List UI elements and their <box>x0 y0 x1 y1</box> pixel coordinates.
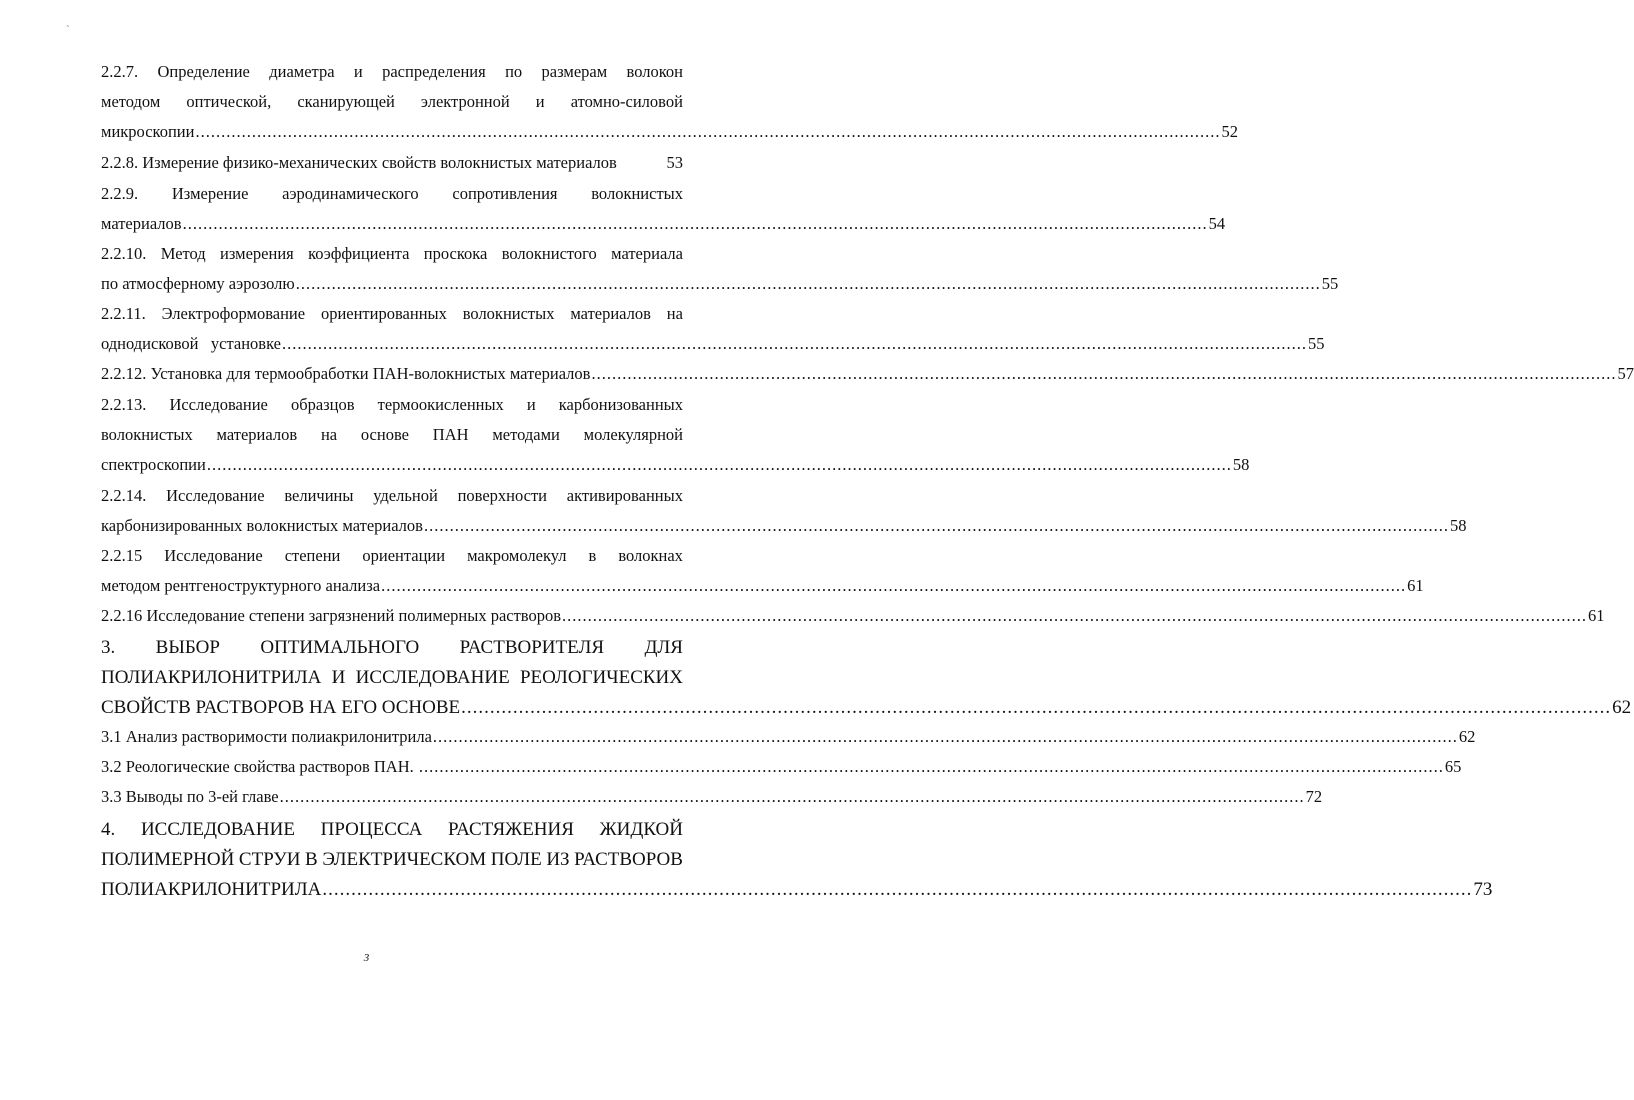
toc-word: аэродинамического <box>282 184 419 203</box>
toc-word: и <box>535 92 545 111</box>
toc-line <box>101 334 1325 354</box>
toc-word: методом <box>101 92 161 111</box>
toc-word: РЕОЛОГИЧЕСКИХ <box>519 667 683 688</box>
toc-word: образцов <box>290 395 355 414</box>
toc-line <box>101 153 683 173</box>
toc-word: ИЗ <box>546 849 570 870</box>
toc-line <box>101 455 1250 475</box>
toc-page-number: 73 <box>1473 879 1493 900</box>
toc-page-number: 62 <box>1612 697 1632 718</box>
toc-line <box>101 486 683 506</box>
toc-word: 2.2.15 <box>101 546 143 565</box>
toc-word: молекулярной <box>583 425 683 444</box>
toc-word: сопротивления <box>452 184 558 203</box>
toc-word: диаметра <box>269 62 335 81</box>
toc-word: на <box>320 425 338 444</box>
dot-leader: ........................................................................................................................................................................................................ <box>206 455 1232 474</box>
toc-line <box>101 666 683 690</box>
toc-word: Измерение <box>171 184 249 203</box>
toc-entry-title: СВОЙСТВ РАСТВОРОВ НА ЕГО ОСНОВЕ <box>101 697 461 718</box>
toc-word: 2.2.7. <box>101 62 139 81</box>
toc-word: атомно-силовой <box>570 92 683 111</box>
dot-leader: ........................................................................................................................................................................................................ <box>295 274 1321 293</box>
toc-entry-title: 2.2.16 Исследование степени загрязнений полимерных растворов <box>101 606 562 625</box>
toc-page-number: 61 <box>1407 576 1424 595</box>
toc-word: распределения <box>382 62 486 81</box>
toc-word: материалов <box>216 425 298 444</box>
toc-word: размерам <box>541 62 608 81</box>
toc-word: ориентированных <box>320 304 447 323</box>
toc-page-number: 61 <box>1588 606 1605 625</box>
toc-word: ПОЛЕ <box>490 849 542 870</box>
toc-word: ОПТИМАЛЬНОГО <box>260 637 420 658</box>
toc-word: 2.2.14. <box>101 486 147 505</box>
toc-page-number: 62 <box>1458 727 1476 746</box>
dot-leader: ........................................................................................................................................................................................................ <box>562 606 1588 625</box>
toc-word: оптической, <box>186 92 272 111</box>
toc-word: сканирующей <box>297 92 395 111</box>
dot-leader: ........................................................................................................................................................................................................ <box>432 727 1458 746</box>
dot-leader: ........................................................................................................................................................................................................ <box>182 214 1208 233</box>
toc-line <box>101 757 1462 777</box>
scan-mark: ` <box>66 24 70 36</box>
toc-page-number: 65 <box>1444 757 1462 776</box>
dot-leader: ........................................................................................................................................................................................................ <box>322 879 1473 900</box>
toc-line <box>101 274 1339 294</box>
toc-word: активированных <box>566 486 683 505</box>
dot-leader: ........................................................................................................................................................................................................ <box>418 757 1444 776</box>
toc-word: проскока <box>423 244 488 263</box>
toc-word: удельной <box>373 486 438 505</box>
toc-word: волокнистых <box>591 184 683 203</box>
toc-word: 2.2.9. <box>101 184 139 203</box>
toc-word: волокнистого <box>501 244 597 263</box>
toc-word: СТРУИ <box>238 849 301 870</box>
toc-line <box>101 546 683 566</box>
toc-word: ВЫБОР <box>155 637 220 658</box>
toc-line <box>101 425 683 445</box>
toc-word: ЭЛЕКТРИЧЕСКОМ <box>322 849 487 870</box>
toc-word: В <box>305 849 318 870</box>
toc-line <box>101 848 683 872</box>
toc-entry-title: 2.2.8. Измерение физико-механических свойств волокнистых материалов <box>101 153 617 172</box>
toc-line <box>101 516 1467 536</box>
toc-page-number: 55 <box>1308 334 1325 353</box>
toc-word: РАСТЯЖЕНИЯ <box>448 819 574 840</box>
toc-word: Исследование <box>164 546 263 565</box>
dot-leader: ........................................................................................................................................................................................................ <box>282 334 1307 353</box>
toc-entry-title: карбонизированных волокнистых материалов <box>101 516 423 535</box>
toc-entry-title: однодисковой установке <box>101 334 281 353</box>
toc-word: методами <box>492 425 560 444</box>
toc-word: макромолекул <box>467 546 567 565</box>
toc-word: Исследование <box>166 486 265 505</box>
dot-leader: ........................................................................................................................................................................................................ <box>591 364 1617 383</box>
toc-line <box>101 122 1238 142</box>
dot-leader: ........................................................................................................................................................................................................ <box>423 516 1449 535</box>
toc-word: ориентации <box>362 546 446 565</box>
toc-word: волокнах <box>618 546 683 565</box>
toc-word: материалов <box>570 304 651 323</box>
toc-page-number: 58 <box>1232 455 1250 474</box>
toc-line <box>101 184 683 204</box>
toc-line <box>101 304 683 324</box>
toc-page-number: 53 <box>666 153 683 172</box>
toc-line <box>101 214 1226 234</box>
dot-leader: ........................................................................................................................................................................................................ <box>279 787 1305 806</box>
toc-line <box>101 696 1632 720</box>
toc-word: 2.2.10. <box>101 244 147 263</box>
toc-word: Метод <box>160 244 206 263</box>
toc-word: ПОЛИМЕРНОЙ <box>101 849 235 870</box>
toc-word: РАСТВОРИТЕЛЯ <box>459 637 605 658</box>
dot-leader: ........................................................................................................................................................................................................ <box>195 122 1221 141</box>
toc-line <box>101 576 1424 596</box>
toc-line <box>101 636 683 660</box>
dot-leader: ........................................................................................................................................................................................................ <box>461 697 1612 718</box>
toc-page-number: 52 <box>1221 122 1238 141</box>
toc-word: на <box>666 304 683 323</box>
toc-word: Электроформование <box>161 304 306 323</box>
toc-word: 4. <box>101 819 116 840</box>
toc-word: 3. <box>101 637 116 658</box>
toc-entry-title: по атмосферному аэрозолю <box>101 274 295 293</box>
toc-entry-title: 3.2 Реологические свойства растворов ПАН. <box>101 757 418 776</box>
toc-word: Определение <box>157 62 250 81</box>
toc-word: электронной <box>420 92 510 111</box>
toc-word: ПОЛИАКРИЛОНИТРИЛА <box>101 667 322 688</box>
toc-word: ИССЛЕДОВАНИЕ <box>355 667 510 688</box>
toc-word: И <box>331 667 346 688</box>
toc-entry-title: спектроскопии <box>101 455 206 474</box>
toc-word: волокнистых <box>101 425 193 444</box>
toc-line <box>101 787 1323 807</box>
toc-word: ДЛЯ <box>644 637 683 658</box>
toc-page-number: 55 <box>1321 274 1339 293</box>
toc-line <box>101 244 683 264</box>
toc-entry-title: микроскопии <box>101 122 195 141</box>
toc-word: термоокисленных <box>377 395 504 414</box>
toc-word: по <box>505 62 523 81</box>
toc-word: волокнистых <box>462 304 555 323</box>
toc-entry-title: 3.3 Выводы по 3-ей главе <box>101 787 279 806</box>
toc-entry-title: 2.2.12. Установка для термообработки ПАН-волокнистых материалов <box>101 364 591 383</box>
toc-line <box>101 92 683 112</box>
toc-word: коэффициента <box>308 244 410 263</box>
toc-entry-title: методом рентгеноструктурного анализа <box>101 576 381 595</box>
toc-line <box>101 727 1476 747</box>
toc-page-number: 54 <box>1208 214 1226 233</box>
page-number: 3 <box>363 952 370 964</box>
toc-word: в <box>588 546 597 565</box>
toc-line <box>101 606 1605 626</box>
toc-word: карбонизованных <box>558 395 683 414</box>
toc-word: измерения <box>220 244 294 263</box>
toc-word: 2.2.13. <box>101 395 147 414</box>
toc-word: Исследование <box>169 395 268 414</box>
toc-line <box>101 878 1493 902</box>
toc-word: и <box>353 62 363 81</box>
toc-word: ЖИДКОЙ <box>599 819 683 840</box>
toc-word: ПАН <box>432 425 469 444</box>
toc-word: материала <box>611 244 683 263</box>
toc-entry-title: ПОЛИАКРИЛОНИТРИЛА <box>101 879 322 900</box>
toc-entry-title: 3.1 Анализ растворимости полиакрилонитрила <box>101 727 432 746</box>
toc-word: РАСТВОРОВ <box>574 849 683 870</box>
toc-page-number: 72 <box>1305 787 1323 806</box>
toc-word: 2.2.11. <box>101 304 146 323</box>
toc-word: и <box>526 395 536 414</box>
toc-entry-title: материалов <box>101 214 182 233</box>
toc-word: основе <box>360 425 409 444</box>
toc-line <box>101 818 683 842</box>
toc-word: поверхности <box>457 486 548 505</box>
dot-leader: ........................................................................................................................................................................................................ <box>381 576 1407 595</box>
toc-word: степени <box>284 546 341 565</box>
toc-line <box>101 62 683 82</box>
toc-page-number: 58 <box>1449 516 1467 535</box>
toc-word: волокон <box>626 62 683 81</box>
toc-line <box>101 364 1634 384</box>
toc-line <box>101 395 683 415</box>
toc-word: величины <box>284 486 354 505</box>
toc-word: ПРОЦЕССА <box>320 819 423 840</box>
toc-word: ИССЛЕДОВАНИЕ <box>140 819 295 840</box>
toc-page-number: 57 <box>1617 364 1634 383</box>
